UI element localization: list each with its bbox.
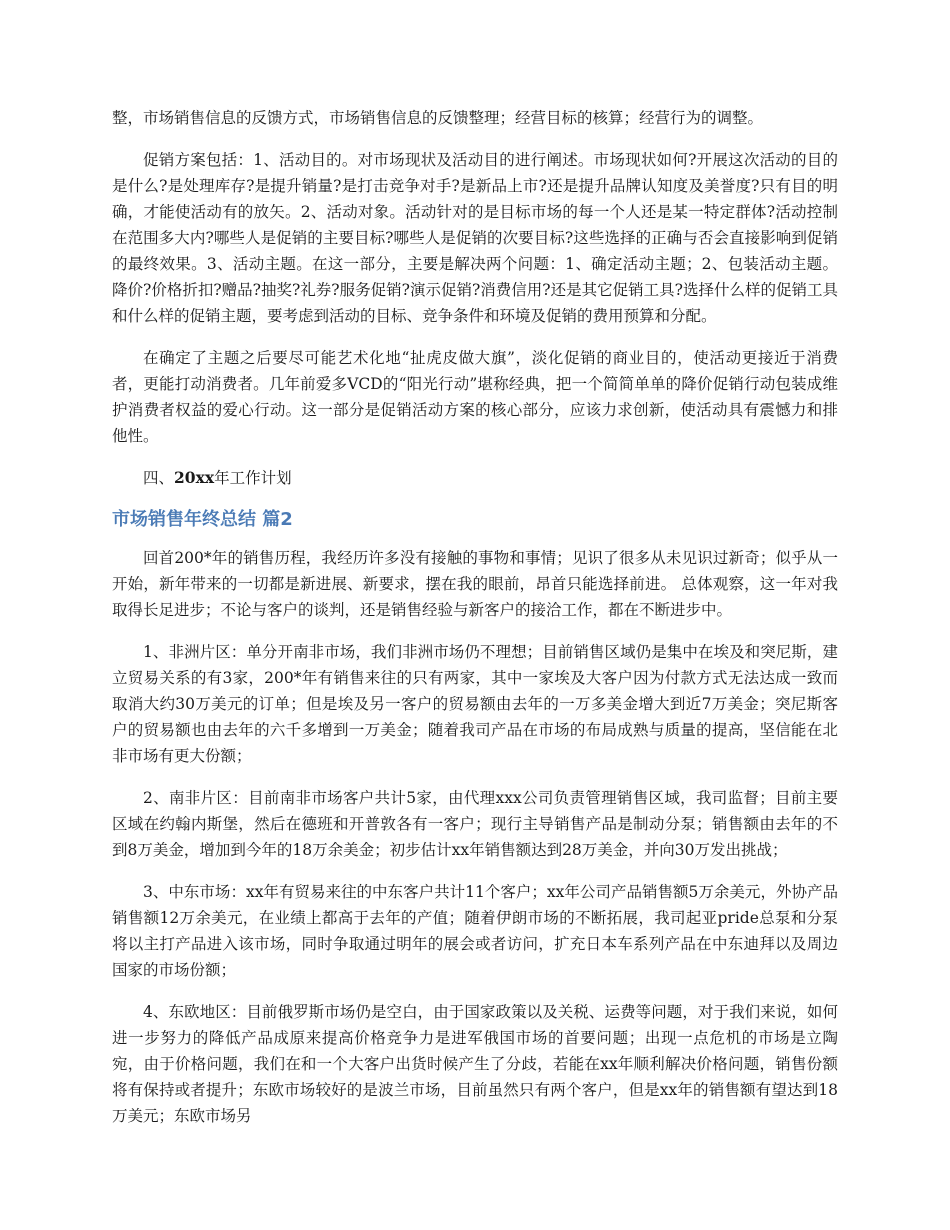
paragraph-9: 4、东欧地区：目前俄罗斯市场仍是空白，由于国家政策以及关税、运费等问题，对于我们来说，如何进一步努力的降低产品成原来提高价格竞争力是进军俄国市场的首要问题；出现一点危机的市场是立陶宛，由于价格问题，我们在和一个大客户出货时候产生了分歧，若能在xx年顺利解决价格问题，销售份额将有保持或者提升；东欧市场较好的是波兰市场，目前虽然只有两个客户，但是xx年的销售额有望达到18万美元；东欧市场另 bbox=[112, 1003, 838, 1125]
paragraph-1: 整，市场销售信息的反馈方式，市场销售信息的反馈整理；经营目标的核算；经营行为的调整。 bbox=[112, 109, 764, 127]
plan-prefix: 四、 bbox=[143, 469, 175, 487]
paragraph-7: 2、南非片区：目前南非市场客户共计5家，由代理xxx公司负责管理销售区域，我司监督；目前主要区域在约翰内斯堡，然后在德班和开普敦各有一客户；现行主导销售产品是制动分泵；销售额由去年的不到8万美金，增加到今年的18万余美金；初步估计xx年销售额达到28万美金，并向30万发出挑战； bbox=[112, 789, 838, 859]
paragraph-6: 1、非洲片区：单分开南非市场，我们非洲市场仍不理想；目前销售区域仍是集中在埃及和突尼斯，建立贸易关系的有3家，200*年有销售来往的只有两家，其中一家埃及大客户因为付款方式无法达成一致而取消大约30万美元的订单；但是埃及另一客户的贸易额由去年的一万多美金增大到近7万美金；突尼斯客户的贸易额也由去年的六千多增到一万美金；随着我司产品在市场的布局成熟与质量的提高，坚信能在北非市场有更大份额； bbox=[112, 643, 838, 765]
paragraph-5: 回首200*年的销售历程，我经历许多没有接触的事物和事情；见识了很多从未见识过新奇；似乎从一开始，新年带来的一切都是新进展、新要求，摆在我的眼前，昂首只能选择前进。 总体观察，这一年对我取得长足进步；不论与客户的谈判，还是销售经验与新客户的接洽工作，都在不断进步中。 bbox=[112, 549, 838, 619]
plan-suffix: 年工作计划 bbox=[214, 469, 292, 487]
paragraph-2: 促销方案包括：1、活动目的。对市场现状及活动目的进行阐述。市场现状如何?开展这次活动的目的是什么?是处理库存?是提升销量?是打击竞争对手?是新品上市?还是提升品牌认知度及美誉度?只有目的明确，才能使活动有的放矢。2、活动对象。活动针对的是目标市场的每一个人还是某一特定群体?活动控制在范围多大内?哪些人是促销的主要目标?哪些人是促销的次要目标?这些选择的正确与否会直接影响到促销的最终效果。3、活动主题。在这一部分，主要是解决两个问题：1、确定活动主题；2、包装活动主题。降价?价格折扣?赠品?抽奖?礼券?服务促销?演示促销?消费信用?还是其它促销工具?选择什么样的促销工具和什么样的促销主题，要考虑到活动的目标、竞争条件和环境及促销的费用预算和分配。 bbox=[112, 151, 838, 325]
plan-year: 20xx bbox=[174, 468, 215, 487]
paragraph-8: 3、中东市场：xx年有贸易来往的中东客户共计11个客户；xx年公司产品销售额5万余美元，外协产品销售额12万余美元，在业绩上都高于去年的产值；随着伊朗市场的不断拓展，我司起亚pride总泵和分泵将以主打产品进入该市场，同时争取通过明年的展会或者访问，扩充日本车系列产品在中东迪拜以及周边国家的市场份额； bbox=[112, 883, 838, 979]
paragraph-4 bbox=[112, 465, 838, 491]
section-heading: 市场销售年终总结 篇2 bbox=[112, 509, 293, 530]
paragraph-3: 在确定了主题之后要尽可能艺术化地“扯虎皮做大旗”，淡化促销的商业目的，使活动更接近于消费者，更能打动消费者。几年前爱多VCD的“阳光行动”堪称经典，把一个简简单单的降价促销行动包装成维护消费者权益的爱心行动。这一部分是促销活动方案的核心部分，应该力求创新，使活动具有震憾力和排他性。 bbox=[112, 349, 838, 445]
